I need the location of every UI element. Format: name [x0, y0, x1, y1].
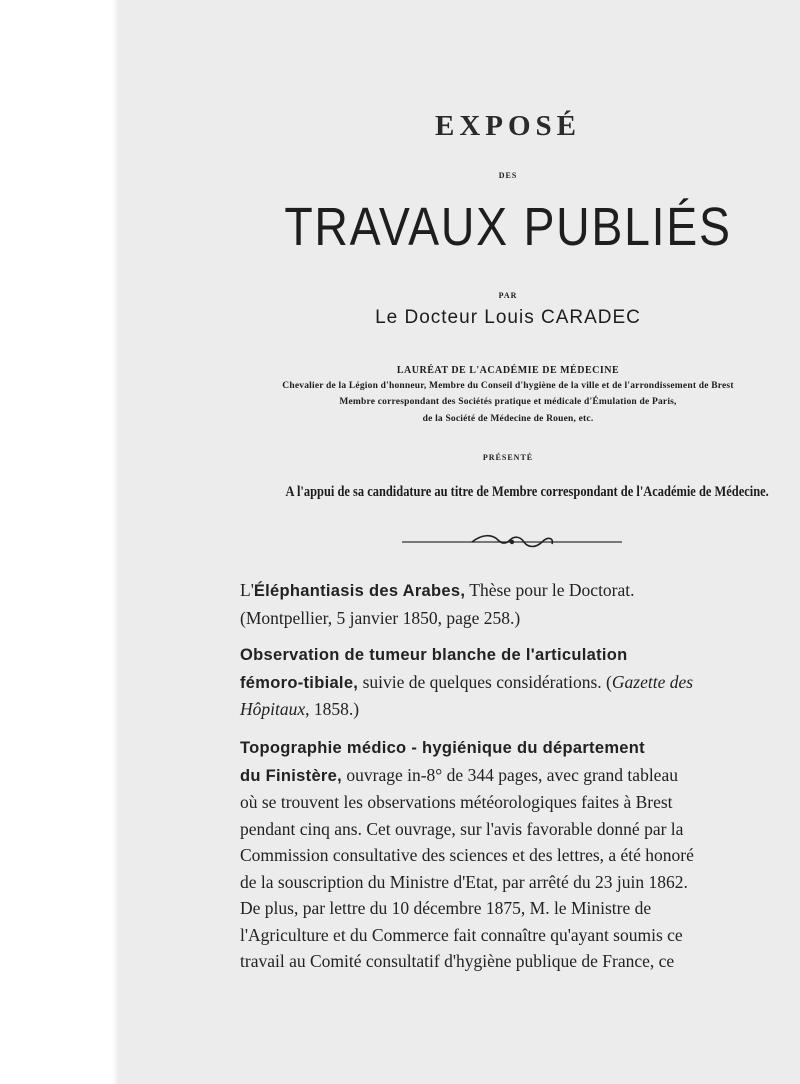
credential-line: de la Société de Médecine de Rouen, etc. [422, 414, 594, 424]
entry-journal: Gazette des [611, 671, 694, 692]
document-page [118, 0, 800, 1084]
entry-text: De plus, par lettre du 10 décembre 1875, M. le Ministre de [240, 898, 652, 918]
entry-text: suivie de quelques considérations. ( [358, 671, 612, 692]
entry-title: Observation de tumeur blanche de l'articulation [240, 646, 628, 664]
entry-title: fémoro-tibiale, [240, 673, 359, 692]
entry-observation [240, 642, 752, 723]
entry-text: (Montpellier, 5 janvier 1850, page 258.) [240, 607, 521, 628]
page-title: TRAVAUX PUBLIÉS [284, 197, 732, 257]
entry-title: du Finistère, [240, 766, 342, 785]
entry-text: L' [240, 580, 254, 600]
entry-text: , 1858.) [305, 699, 360, 719]
entry-text: où se trouvent les observations météorologiques faites à Brest [240, 792, 673, 812]
entry-text: Thèse pour le Doctorat. [465, 580, 635, 600]
entry-text: de la souscription du Ministre d'Etat, par arrêté du 23 juin 1862. [240, 871, 688, 892]
entry-text: travail au Comité consultatif d'hygiène publique de France, ce [240, 951, 675, 971]
entry-journal: Hôpitaux [240, 699, 306, 719]
entry-text: l'Agriculture et du Commerce fait connaître qu'ayant soumis ce [240, 924, 683, 945]
heading-expose: EXPOSÉ [434, 110, 582, 142]
entry-text: ouvrage in-8° de 344 pages, avec grand tableau [342, 764, 678, 785]
entry-title: Éléphantiasis des Arabes, [253, 582, 466, 600]
entry-text: Commission consultative des sciences et des lettres, a été honoré [240, 845, 694, 865]
entry-title: Topographie médico - hygiénique du département [240, 739, 645, 757]
ornament-divider [402, 532, 622, 552]
heading-presente: PRÉSENTÉ [482, 453, 534, 462]
credential-line: Chevalier de la Légion d'honneur, Membre du Conseil d'hygiène de la ville et de l'arrondissement de Brest [282, 381, 734, 391]
entry-text: pendant cinq ans. Cet ouvrage, sur l'avis favorable donné par la [240, 818, 684, 839]
credential-line: Membre correspondant des Sociétés pratique et médicale d'Émulation de Paris, [339, 397, 677, 407]
candidature-line: A l'appui de sa candidature au titre de Membre correspondant de l'Académie de Médecine. [285, 484, 769, 500]
author-name: Le Docteur Louis CARADEC [375, 307, 641, 328]
laureat-line: LAURÉAT DE L'ACADÉMIE DE MÉDECINE [396, 365, 620, 376]
heading-par: PAR [498, 291, 518, 300]
entry-elephantiasis [240, 577, 752, 631]
entry-topographie [240, 735, 752, 975]
heading-des: DES [498, 171, 518, 180]
